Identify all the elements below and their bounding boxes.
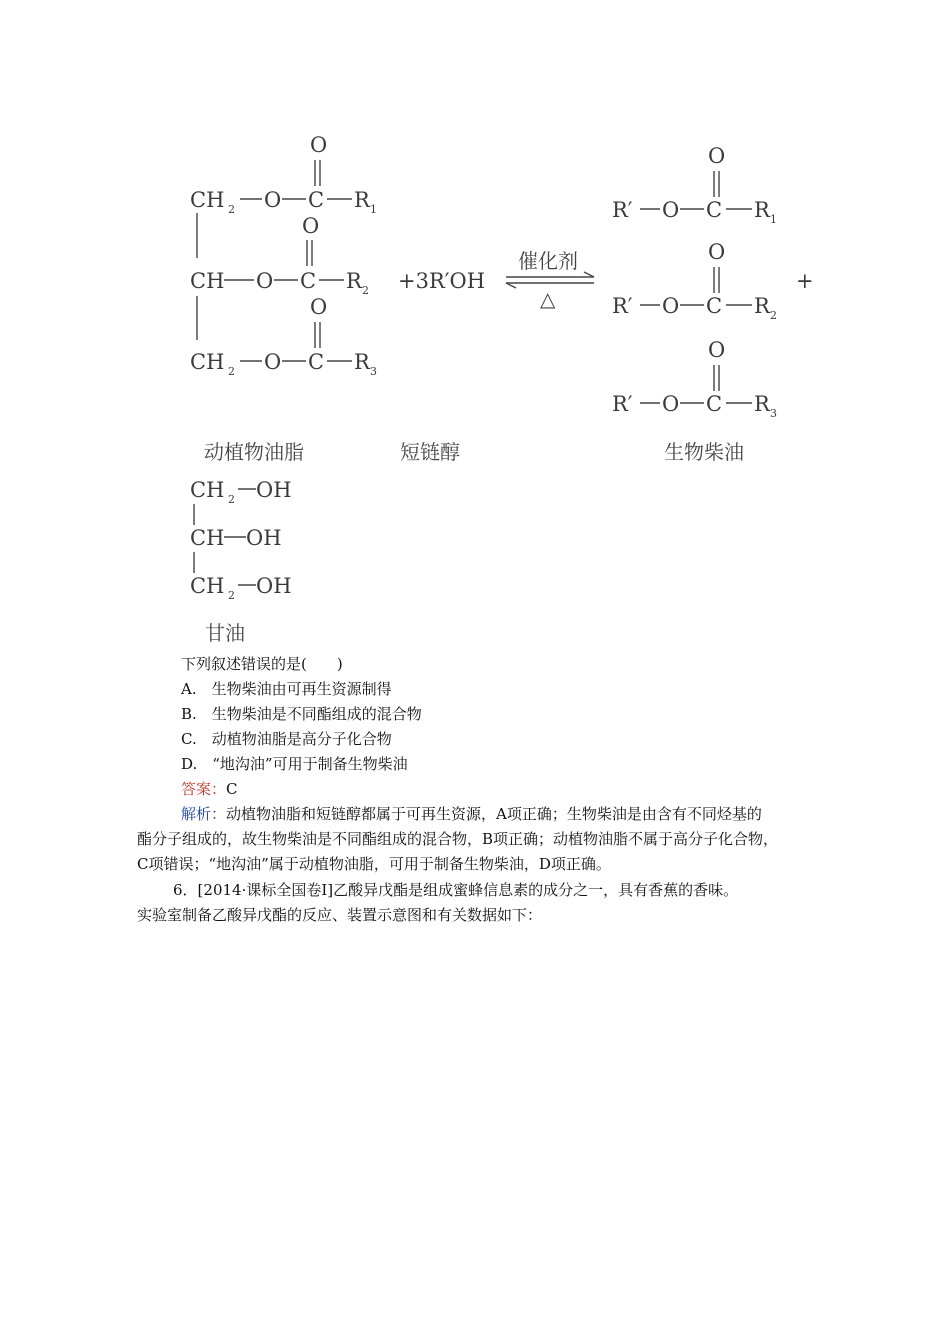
next-question-line-2: 实验室制备乙酸异戊酯的反应、装置示意图和有关数据如下：: [137, 906, 543, 924]
atom-rprime-3: R′: [612, 392, 633, 416]
caption-alcohol: 短链醇: [400, 440, 460, 464]
atom-r1: R: [354, 188, 370, 212]
atom-o-ester2: O: [256, 269, 274, 293]
reaction-diagram: [0, 0, 950, 660]
arrow-head-forward: [584, 272, 594, 277]
analysis-line-2: 酯分子组成的，故生物柴油是不同酯组成的混合物，B项正确；动植物油脂不属于高分子化合物，: [137, 830, 779, 848]
heat-symbol: △: [540, 287, 556, 311]
sub-2: 2: [362, 284, 369, 297]
atom-o-ester1: O: [264, 188, 282, 212]
atom-oh-g1: OH: [256, 478, 292, 502]
analysis-line-3: C项错误；“地沟油”属于动植物油脂，可用于制备生物柴油，D项正确。: [137, 855, 611, 873]
atom-r2-p: R: [754, 294, 770, 318]
arrow-head-reverse: [506, 283, 516, 288]
reversible-arrow: [506, 249, 594, 311]
atom-r2: R: [346, 269, 362, 293]
atom-o-carbonyl-p2: O: [708, 240, 726, 264]
atom-o-carbonyl1: O: [310, 133, 328, 157]
sub-2-g1: 2: [228, 493, 235, 506]
atom-o-ester3: O: [264, 350, 282, 374]
atom-o-p2: O: [662, 294, 680, 318]
triglyceride-structure: [190, 133, 377, 378]
atom-c-carbonyl2: C: [300, 269, 317, 293]
atom-c-p3: C: [706, 392, 723, 416]
atom-r3-p: R: [754, 392, 770, 416]
sub-2-g3: 2: [228, 589, 235, 602]
atom-c-carbonyl1: C: [308, 188, 325, 212]
plus-sign: +: [796, 269, 814, 293]
question-stem: 下列叙述错误的是( ): [181, 655, 343, 673]
next-question-line-1: 6．[2014·课标全国卷Ⅰ]乙酸异戊酯是组成蜜蜂信息素的成分之一，具有香蕉的香味。: [173, 881, 739, 899]
atom-o-carbonyl-p3: O: [708, 338, 726, 362]
atom-ch-mid: CH: [190, 269, 225, 293]
atom-rprime-2: R′: [612, 294, 633, 318]
atom-c-p1: C: [706, 198, 723, 222]
atom-ch2-g3: CH: [190, 574, 225, 598]
biodiesel-structures: [612, 144, 777, 420]
sub-3-p: 3: [770, 407, 777, 420]
atom-rprime-1: R′: [612, 198, 633, 222]
catalyst-label: 催化剂: [518, 249, 578, 273]
atom-o-p3: O: [662, 392, 680, 416]
option-d: D. “地沟油”可用于制备生物柴油: [181, 755, 408, 773]
option-b: B. 生物柴油是不同酯组成的混合物: [181, 705, 422, 723]
analysis-line-1: [181, 804, 762, 824]
atom-o-p1: O: [662, 198, 680, 222]
atom-r1-p: R: [754, 198, 770, 222]
atom-ch2-bottom: CH: [190, 350, 225, 374]
atom-o-carbonyl2: O: [302, 214, 320, 238]
caption-glycerol: 甘油: [205, 621, 245, 645]
option-a: A. 生物柴油由可再生资源制得: [181, 680, 392, 698]
sub-2-top: 2: [228, 203, 235, 216]
atom-c-p2: C: [706, 294, 723, 318]
atom-o-carbonyl-p1: O: [708, 144, 726, 168]
answer-label: 答案：: [181, 780, 227, 798]
sub-3: 3: [370, 365, 377, 378]
alcohol-reactant: +3R′OH: [398, 269, 486, 293]
option-c: C. 动植物油脂是高分子化合物: [181, 730, 392, 748]
sub-2-bottom: 2: [228, 365, 235, 378]
atom-c-carbonyl3: C: [308, 350, 325, 374]
atom-ch2-g1: CH: [190, 478, 225, 502]
atom-r3: R: [354, 350, 370, 374]
atom-ch-g2: CH: [190, 526, 225, 550]
answer-value: C: [226, 780, 238, 798]
sub-1-p: 1: [770, 213, 777, 226]
answer-line: [181, 779, 238, 799]
sub-2-p: 2: [770, 309, 777, 322]
glycerol-structure: [190, 478, 292, 602]
analysis-label: 解析：: [181, 805, 227, 823]
analysis-text-1: 动植物油脂和短链醇都属于可再生资源，A项正确；生物柴油是由含有不同烃基的: [226, 805, 762, 823]
atom-oh-g3: OH: [256, 574, 292, 598]
sub-1: 1: [370, 203, 377, 216]
caption-oil: 动植物油脂: [204, 440, 304, 464]
atom-oh-g2: OH: [246, 526, 282, 550]
caption-biodiesel: 生物柴油: [664, 440, 744, 464]
atom-ch2-top: CH: [190, 188, 225, 212]
atom-o-carbonyl3: O: [310, 295, 328, 319]
